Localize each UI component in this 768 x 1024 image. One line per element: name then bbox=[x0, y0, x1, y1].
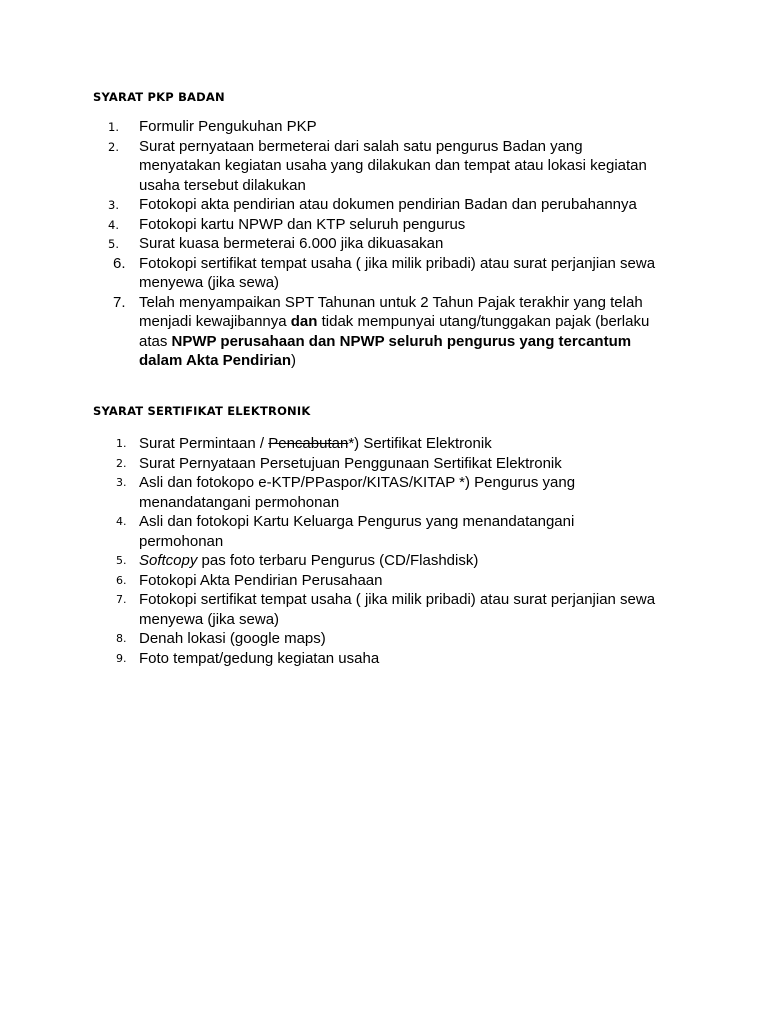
certificate-requirements-list bbox=[0, 434, 700, 668]
text-run: pas foto terbaru Pengurus (CD/Flashdisk) bbox=[197, 552, 479, 569]
list-item-text: Surat Pernyataan Persetujuan Penggunaan Sertifikat Elektronik bbox=[139, 454, 562, 472]
list-item bbox=[0, 629, 700, 649]
list-item bbox=[0, 473, 700, 512]
list-item-text: menandatangani permohonan bbox=[139, 493, 340, 511]
list-item bbox=[0, 551, 700, 571]
list-item-text bbox=[139, 551, 700, 571]
list-item bbox=[0, 195, 700, 215]
list-item bbox=[0, 649, 700, 669]
list-number: 2. bbox=[116, 456, 127, 470]
list-item bbox=[0, 117, 700, 137]
list-item-text: Fotokopi sertifikat tempat usaha ( jika milik pribadi) atau surat perjanjian sewa bbox=[139, 254, 656, 272]
list-number: 1. bbox=[108, 120, 119, 134]
text-run: ) bbox=[291, 352, 296, 369]
list-item-text: Fotokopi sertifikat tempat usaha ( jika milik pribadi) atau surat perjanjian sewa bbox=[139, 591, 656, 608]
list-item-text: Surat kuasa bermeterai 6.000 jika dikuasakan bbox=[139, 235, 444, 252]
list-item bbox=[0, 590, 700, 629]
list-item bbox=[0, 234, 700, 254]
list-number: 5. bbox=[116, 554, 127, 567]
list-item bbox=[0, 454, 700, 474]
list-item bbox=[0, 254, 700, 293]
text-run: tidak mempunyai utang/tunggakan pajak (berlaku bbox=[317, 313, 650, 330]
list-number: 3. bbox=[116, 476, 127, 489]
list-item-text bbox=[139, 312, 700, 332]
list-number: 3. bbox=[108, 198, 119, 212]
list-item bbox=[0, 293, 700, 371]
section-heading-sertifikat-elektronik: SYARAT SERTIFIKAT ELEKTRONIK bbox=[93, 404, 311, 418]
list-item-text: Denah lokasi (google maps) bbox=[139, 630, 326, 647]
list-number: 6. bbox=[116, 573, 127, 587]
list-item-text: menyewa (jika sewa) bbox=[139, 274, 280, 291]
list-item-text: permohonan bbox=[139, 532, 224, 550]
list-item-text: Asli dan fotokopo e-KTP/PPaspor/KITAS/KITAP *) Pengurus yang bbox=[139, 474, 576, 491]
list-item-text bbox=[139, 434, 700, 454]
list-item-text: Telah menyampaikan SPT Tahunan untuk 2 Tahun Pajak terakhir yang telah bbox=[139, 293, 643, 311]
list-item bbox=[0, 434, 700, 454]
list-number: 7. bbox=[116, 593, 127, 606]
list-item-text: Formulir Pengukuhan PKP bbox=[139, 118, 317, 135]
bold-text-run: NPWP perusahaan dan NPWP seluruh pengurus yang tercantum bbox=[171, 332, 632, 350]
bold-text-run: dan bbox=[290, 313, 318, 330]
bold-text-run: dalam Akta Pendirian bbox=[139, 352, 291, 369]
list-item bbox=[0, 571, 700, 591]
list-number: 6. bbox=[113, 254, 126, 272]
text-run: *) Sertifikat Elektronik bbox=[348, 435, 492, 452]
list-item-text: Fotokopi Akta Pendirian Perusahaan bbox=[139, 571, 383, 589]
list-item-text: Fotokopi kartu NPWP dan KTP seluruh pengurus bbox=[139, 215, 466, 233]
list-item-text: menyatakan kegiatan usaha yang dilakukan dan tempat atau lokasi kegiatan bbox=[139, 157, 647, 174]
list-item bbox=[0, 512, 700, 551]
list-number: 4. bbox=[108, 217, 119, 232]
list-number: 2. bbox=[108, 139, 119, 154]
text-run: atas bbox=[139, 332, 172, 350]
list-number: 4. bbox=[116, 515, 127, 528]
list-number: 7. bbox=[113, 293, 126, 311]
list-number: 1. bbox=[116, 437, 127, 450]
list-item-text: Fotokopi akta pendirian atau dokumen pendirian Badan dan perubahannya bbox=[139, 196, 637, 213]
text-run: menjadi kewajibannya bbox=[139, 313, 291, 330]
list-item-text: menyewa (jika sewa) bbox=[139, 610, 280, 628]
pkp-requirements-list bbox=[0, 117, 700, 371]
list-item bbox=[0, 137, 700, 196]
list-item bbox=[0, 215, 700, 235]
italic-text-run: Softcopy bbox=[139, 552, 198, 569]
list-number: 8. bbox=[116, 632, 127, 645]
strikethrough-text-run: Pencabutan bbox=[268, 435, 349, 452]
list-item-text: Surat pernyataan bermeterai dari salah satu pengurus Badan yang bbox=[139, 137, 583, 155]
list-item-text bbox=[139, 332, 700, 352]
list-item-text: usaha tersebut dilakukan bbox=[139, 176, 306, 194]
list-number: 9. bbox=[116, 651, 127, 665]
list-item-text bbox=[139, 351, 700, 371]
list-number: 5. bbox=[108, 237, 119, 251]
text-run: Surat Permintaan / bbox=[139, 435, 269, 452]
list-item-text: Asli dan fotokopi Kartu Keluarga Pengurus yang menandatangani bbox=[139, 513, 575, 530]
list-item-text: Foto tempat/gedung kegiatan usaha bbox=[139, 649, 380, 667]
section-heading-pkp-badan: SYARAT PKP BADAN bbox=[93, 90, 225, 104]
